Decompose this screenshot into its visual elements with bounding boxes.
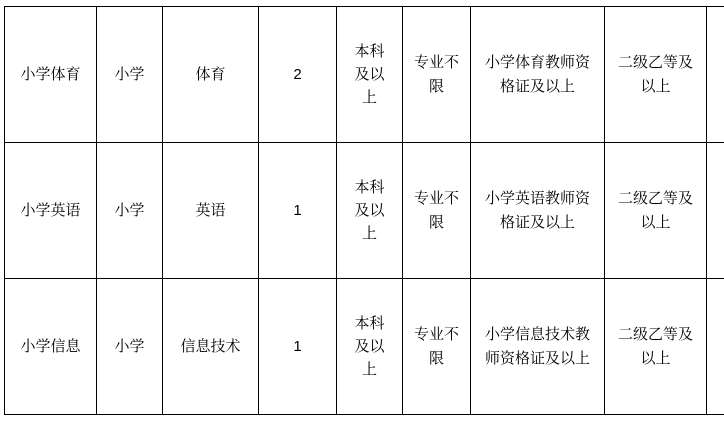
table-row — [5, 279, 724, 415]
cell-putonghua — [605, 143, 707, 279]
level-text: 小学 — [101, 199, 158, 222]
cell-remarks — [707, 143, 724, 279]
cell-level — [97, 7, 163, 143]
position-text: 小学英语 — [9, 199, 92, 222]
education-text: 本科及以上 — [348, 176, 392, 246]
document-page — [0, 6, 724, 437]
subject-text: 体育 — [167, 63, 254, 86]
cell-subject — [163, 143, 259, 279]
level-text: 小学 — [101, 335, 158, 358]
cell-putonghua — [605, 7, 707, 143]
major-text: 专业不限 — [413, 51, 461, 98]
cell-position — [5, 143, 97, 279]
cell-remarks — [707, 279, 724, 415]
education-text: 本科及以上 — [348, 40, 392, 110]
cell-certificate — [471, 143, 605, 279]
cell-major — [403, 143, 471, 279]
table-body — [5, 7, 724, 415]
major-text: 专业不限 — [413, 323, 461, 370]
cell-subject — [163, 7, 259, 143]
major-text: 专业不限 — [413, 187, 461, 234]
table-row — [5, 7, 724, 143]
cell-count — [259, 7, 337, 143]
certificate-text: 小学英语教师资格证及以上 — [479, 187, 597, 234]
cell-certificate — [471, 279, 605, 415]
table-row — [5, 143, 724, 279]
cell-education — [337, 279, 403, 415]
subject-text: 英语 — [167, 199, 254, 222]
cell-putonghua — [605, 279, 707, 415]
count-text: 1 — [263, 199, 332, 222]
cell-remarks — [707, 7, 724, 143]
position-text: 小学信息 — [9, 335, 92, 358]
cell-subject — [163, 279, 259, 415]
cell-certificate — [471, 7, 605, 143]
count-text: 2 — [263, 63, 332, 86]
education-text: 本科及以上 — [348, 312, 392, 382]
cell-level — [97, 143, 163, 279]
certificate-text: 小学信息技术教师资格证及以上 — [479, 323, 597, 370]
position-table — [4, 6, 724, 415]
cell-position — [5, 7, 97, 143]
cell-count — [259, 143, 337, 279]
cell-level — [97, 279, 163, 415]
cell-education — [337, 7, 403, 143]
cell-education — [337, 143, 403, 279]
cell-count — [259, 279, 337, 415]
cell-major — [403, 279, 471, 415]
putonghua-text: 二级乙等及以上 — [615, 323, 697, 370]
position-text: 小学体育 — [9, 63, 92, 86]
level-text: 小学 — [101, 63, 158, 86]
subject-text: 信息技术 — [167, 335, 254, 358]
putonghua-text: 二级乙等及以上 — [615, 187, 697, 234]
putonghua-text: 二级乙等及以上 — [615, 51, 697, 98]
cell-position — [5, 279, 97, 415]
certificate-text: 小学体育教师资格证及以上 — [479, 51, 597, 98]
count-text: 1 — [263, 335, 332, 358]
cell-major — [403, 7, 471, 143]
